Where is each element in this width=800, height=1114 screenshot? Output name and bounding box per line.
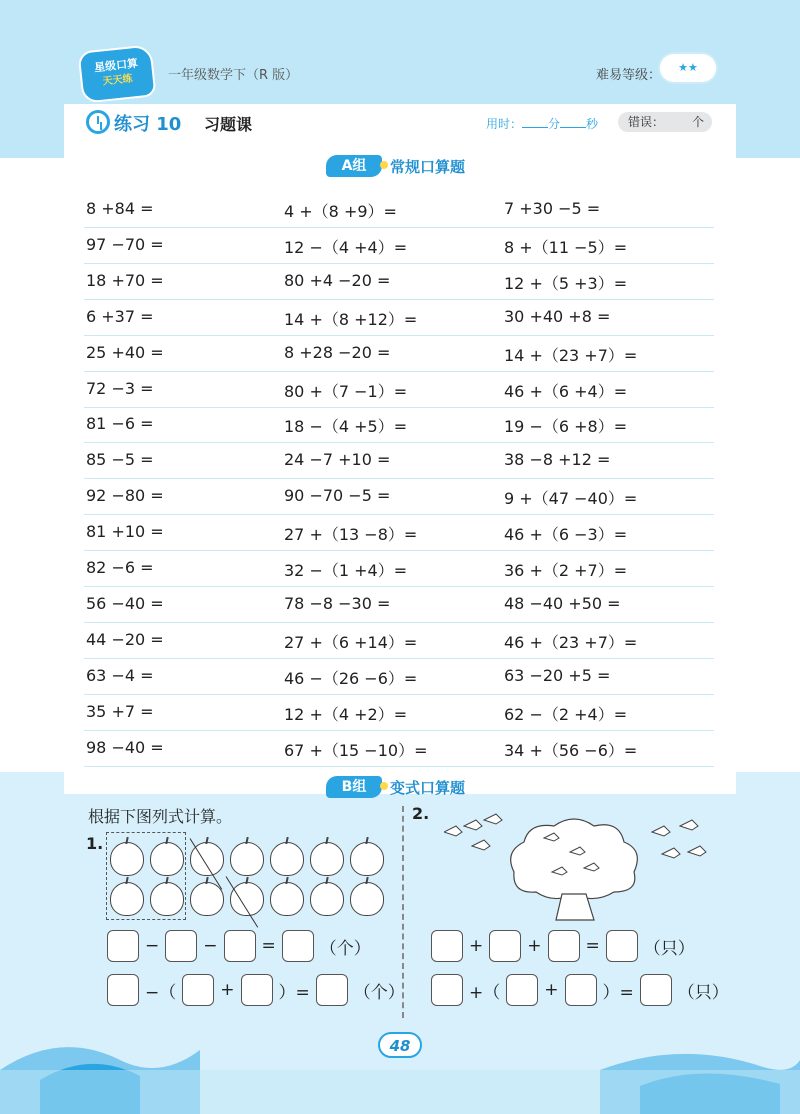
arithmetic-problem: 36 +（2 +7）= xyxy=(504,561,628,580)
arithmetic-problem: 27 +（13 −8）= xyxy=(284,525,418,545)
section-a-title: 常规口算题 xyxy=(390,158,466,176)
arithmetic-problem: 38 −8 +12 = xyxy=(504,450,611,470)
answer-box[interactable] xyxy=(640,974,672,1006)
apple-icon xyxy=(150,842,184,876)
arithmetic-problem: 97 −70 = xyxy=(86,234,164,254)
arithmetic-problem: 81 −6 = xyxy=(86,414,154,434)
arithmetic-problem: 44 −20 = xyxy=(86,629,164,649)
arithmetic-problem: 63 −20 +5 = xyxy=(504,665,611,685)
arithmetic-problem: 35 +7 = xyxy=(86,701,154,721)
book-title: 一年级数学下（R 版） xyxy=(168,68,299,83)
arithmetic-problem: 27 +（6 +14）= xyxy=(284,632,418,652)
arithmetic-row xyxy=(84,407,714,443)
arithmetic-problem: 9 +（47 −40）= xyxy=(504,489,638,509)
tree-and-birds-picture xyxy=(444,812,724,922)
answer-box[interactable] xyxy=(282,930,314,962)
apple-icon xyxy=(350,842,384,876)
arithmetic-row xyxy=(84,300,714,336)
question-1-number: 1. xyxy=(86,834,104,853)
arithmetic-problem: 78 −8 −30 = xyxy=(284,593,391,613)
page-number: 48 xyxy=(378,1032,422,1058)
arithmetic-row xyxy=(84,515,714,551)
arithmetic-row xyxy=(84,659,714,695)
alarm-clock-icon xyxy=(86,110,110,134)
arithmetic-problem: 46 +（23 +7）= xyxy=(504,632,638,652)
arithmetic-problem: 80 +4 −20 = xyxy=(284,270,391,290)
time-record: 用时： 分 秒 xyxy=(486,117,599,131)
arithmetic-problem: 98 −40 = xyxy=(86,737,164,757)
question-2-equation-b: +（ + ）= （只） xyxy=(428,974,732,1006)
apple-icon xyxy=(310,882,344,916)
question-1-equation-a: − − = （个） xyxy=(104,930,374,962)
difficulty-cloud-icon xyxy=(660,54,716,82)
answer-box[interactable] xyxy=(431,930,463,962)
arithmetic-problem: 8 +（11 −5）= xyxy=(504,237,628,257)
answer-box[interactable] xyxy=(431,974,463,1006)
arithmetic-problem: 25 +40 = xyxy=(86,342,164,362)
arithmetic-row xyxy=(84,551,714,587)
arithmetic-problem: 8 +84 = xyxy=(86,199,154,218)
answer-box[interactable] xyxy=(107,930,139,962)
arithmetic-problem: 80 +（7 −1）= xyxy=(284,381,408,401)
arithmetic-problem: 14 +（23 +7）= xyxy=(504,345,638,365)
apple-icon xyxy=(270,882,304,916)
arithmetic-problem: 24 −7 +10 = xyxy=(284,450,391,470)
arithmetic-problem: 12 −（4 +4）= xyxy=(284,237,408,257)
arithmetic-row xyxy=(84,695,714,731)
arithmetic-problem: 4 +（8 +9）= xyxy=(284,202,397,221)
answer-box[interactable] xyxy=(489,930,521,962)
apple-icon xyxy=(230,842,264,876)
section-a-badge: A组 xyxy=(326,155,382,177)
arithmetic-problem: 34 +（56 −6）= xyxy=(504,740,638,760)
answer-box[interactable] xyxy=(241,974,273,1006)
arithmetic-problem: 46 −（26 −6）= xyxy=(284,668,418,688)
apple-icon xyxy=(150,882,184,916)
question-1-equation-b: −（ + ）= （个） xyxy=(104,974,408,1006)
arithmetic-problem: 8 +28 −20 = xyxy=(284,342,391,362)
arithmetic-problem: 46 +（6 +4）= xyxy=(504,381,628,401)
apple-icon xyxy=(110,882,144,916)
arithmetic-problem: 62 −（2 +4）= xyxy=(504,704,628,724)
arithmetic-problem: 72 −3 = xyxy=(86,378,154,398)
apple-icon xyxy=(270,842,304,876)
arithmetic-problem: 81 +10 = xyxy=(86,522,164,542)
arithmetic-problem: 85 −5 = xyxy=(86,450,154,470)
arithmetic-row xyxy=(84,264,714,300)
arithmetic-problem: 46 +（6 −3）= xyxy=(504,525,628,545)
arithmetic-problem: 82 −6 = xyxy=(86,558,154,577)
question-2-number: 2. xyxy=(412,804,430,823)
question-2-equation-a: + + = （只） xyxy=(428,930,698,962)
arithmetic-problem: 12 +（4 +2）= xyxy=(284,704,408,724)
arithmetic-row xyxy=(84,228,714,264)
arithmetic-problem: 67 +（15 −10）= xyxy=(284,740,428,760)
minute-blank[interactable] xyxy=(522,127,548,128)
error-count-box[interactable]: 错误： 个 xyxy=(618,112,712,132)
difficulty-label: 难易等级： xyxy=(596,68,662,83)
arithmetic-problem: 48 −40 +50 = xyxy=(504,593,621,613)
apple-icon xyxy=(310,842,344,876)
answer-box[interactable] xyxy=(182,974,214,1006)
answer-box[interactable] xyxy=(316,974,348,1006)
answer-box[interactable] xyxy=(606,930,638,962)
arithmetic-problem: 92 −80 = xyxy=(86,486,164,506)
arithmetic-problem: 63 −4 = xyxy=(86,665,154,685)
arithmetic-problem: 18 +70 = xyxy=(86,270,164,290)
answer-box[interactable] xyxy=(565,974,597,1006)
answer-box[interactable] xyxy=(107,974,139,1006)
exercise-number: 练习 10 xyxy=(114,114,182,135)
arithmetic-row xyxy=(84,623,714,659)
apple-icon xyxy=(110,842,144,876)
arithmetic-problem: 6 +37 = xyxy=(86,306,154,326)
exercise-title: 习题课 xyxy=(204,115,253,134)
arithmetic-row xyxy=(84,336,714,372)
arithmetic-row xyxy=(84,479,714,515)
arithmetic-row xyxy=(84,192,714,228)
apple-icon xyxy=(350,882,384,916)
answer-box[interactable] xyxy=(224,930,256,962)
section-b-title: 变式口算题 xyxy=(390,779,466,797)
arithmetic-problem: 90 −70 −5 = xyxy=(284,486,391,506)
instruction-text: 根据下图列式计算。 xyxy=(88,807,233,826)
arithmetic-problem: 14 +（8 +12）= xyxy=(284,309,418,329)
arithmetic-problem: 56 −40 = xyxy=(86,593,164,613)
difficulty-stars: ★★ xyxy=(678,61,698,74)
series-logo: 星级口算 天天练 xyxy=(77,44,156,103)
arithmetic-problem: 19 −（6 +8）= xyxy=(504,417,628,437)
arithmetic-problem: 32 −（1 +4）= xyxy=(284,561,408,580)
second-blank[interactable] xyxy=(560,127,586,128)
arithmetic-row xyxy=(84,587,714,623)
wave-decoration xyxy=(0,1010,800,1114)
section-b-badge: B组 xyxy=(326,776,382,798)
answer-box[interactable] xyxy=(506,974,538,1006)
answer-box[interactable] xyxy=(165,930,197,962)
arithmetic-row xyxy=(84,372,714,408)
answer-box[interactable] xyxy=(548,930,580,962)
arithmetic-problem: 18 −（4 +5）= xyxy=(284,417,408,437)
arithmetic-row xyxy=(84,731,714,767)
arithmetic-row xyxy=(84,443,714,479)
arithmetic-problem: 12 +（5 +3）= xyxy=(504,273,628,293)
arithmetic-problem: 7 +30 −5 = xyxy=(504,199,601,218)
arithmetic-problem: 30 +40 +8 = xyxy=(504,306,611,326)
